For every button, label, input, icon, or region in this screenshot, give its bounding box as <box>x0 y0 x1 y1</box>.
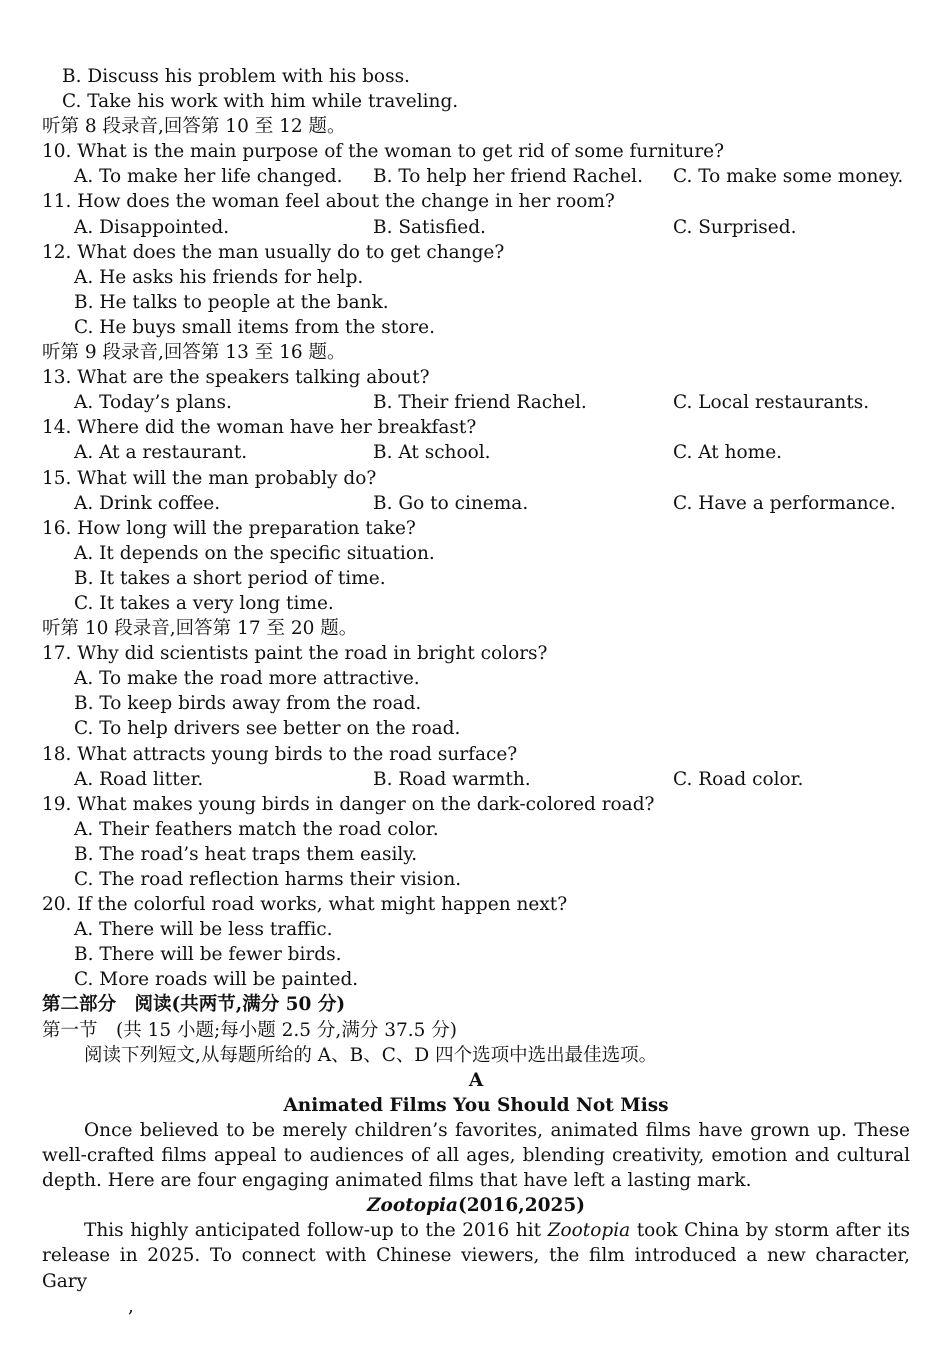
q15-option-a: A. Drink coffee. <box>74 492 221 514</box>
q11-options <box>42 215 910 240</box>
q20-stem: 20. If the colorful road works, what might happen next? <box>42 894 568 916</box>
q16-option-b: B. It takes a short period of time. <box>74 567 386 589</box>
q16-stem: 16. How long will the preparation take? <box>42 517 416 539</box>
q18-option-b: B. Road warmth. <box>373 768 531 790</box>
q15-option-c: C. Have a performance. <box>673 492 896 514</box>
q11-option-c: C. Surprised. <box>673 216 797 238</box>
film1-text-part1: This highly anticipated follow-up to the 2016 hit <box>84 1220 548 1242</box>
q16-option-a: A. It depends on the specific situation. <box>74 542 435 564</box>
q10-option-a: A. To make her life changed. <box>74 166 343 188</box>
q14-options <box>42 440 910 465</box>
q14-stem: 14. Where did the woman have her breakfast? <box>42 417 477 439</box>
q19-stem: 19. What makes young birds in danger on the dark-colored road? <box>42 793 655 815</box>
q19-option-c: C. The road reflection harms their vision. <box>74 869 462 890</box>
q10-option-b: B. To help her friend Rachel. <box>373 166 643 188</box>
q20-option-c: C. More roads will be painted. <box>74 969 359 991</box>
q20-option-a: A. There will be less traffic. <box>74 919 333 941</box>
q15-stem: 15. What will the man probably do? <box>42 467 377 489</box>
section-one-heading: 第一节 (共 15 小题;每小题 2.5 分,满分 37.5 分) <box>42 1019 457 1041</box>
passage-letter: A <box>468 1069 484 1091</box>
q10-option-c: C. To make some money. <box>673 166 904 188</box>
q18-options <box>42 767 910 792</box>
q17-option-c: C. To help drivers see better on the road. <box>74 718 461 740</box>
q11-stem: 11. How does the woman feel about the change in her room? <box>42 191 615 213</box>
film1-text-italic: Zootopia <box>547 1220 631 1242</box>
film1-paragraph <box>42 1218 910 1293</box>
q12-option-a: A. He asks his friends for help. <box>74 266 364 288</box>
passage-title: Animated Films You Should Not Miss <box>283 1094 669 1116</box>
q13-option-c: C. Local restaurants. <box>673 392 870 414</box>
q17-stem: 17. Why did scientists paint the road in bright colors? <box>42 643 548 665</box>
q18-stem: 18. What attracts young birds to the road surface? <box>42 743 518 765</box>
q12-option-b: B. He talks to people at the bank. <box>74 291 389 313</box>
q15-option-b: B. Go to cinema. <box>373 492 529 514</box>
q11-option-b: B. Satisfied. <box>373 216 486 238</box>
film1-heading <box>42 1193 910 1218</box>
q15-options <box>42 491 910 516</box>
q17-option-b: B. To keep birds away from the road. <box>74 693 422 715</box>
section-heading-10: 听第 10 段录音,回答第 17 至 20 题。 <box>42 618 358 640</box>
q20-option-b: B. There will be fewer birds. <box>74 944 342 966</box>
q18-option-a: A. Road litter. <box>74 768 204 790</box>
passage-intro: Once believed to be merely children’s favorites, animated films have grown up. These well-crafted films appeal to audiences of all ages, blending creativity, emotion and cultural depth. Here are four engaging animated films that have left a lasting mark. <box>42 1119 910 1192</box>
q16-option-c: C. It takes a very long time. <box>74 592 334 614</box>
section-heading-8: 听第 8 段录音,回答第 10 至 12 题。 <box>42 116 346 138</box>
film1-text-part2: took China by storm after its release in 2025. To connect with Chinese viewers, the film introduced a new character, Gary <box>42 1220 910 1292</box>
q10-options <box>42 164 910 189</box>
film1-title: Zootopia <box>367 1195 459 1217</box>
part-two-title: 第二部分 阅读(共两节,满分 50 分) <box>42 994 346 1016</box>
q12-stem: 12. What does the man usually do to get change? <box>42 241 505 263</box>
q13-stem: 13. What are the speakers talking about? <box>42 367 430 389</box>
film1-text-part3: , <box>128 1295 134 1317</box>
q9-option-c: C. Take his work with him while traveling. <box>62 91 459 113</box>
q13-option-b: B. Their friend Rachel. <box>373 392 587 414</box>
q14-option-c: C. At home. <box>673 442 783 464</box>
q9-option-b: B. Discuss his problem with his boss. <box>62 66 410 87</box>
exam-page <box>42 64 910 1319</box>
q14-option-b: B. At school. <box>373 442 491 464</box>
q10-stem: 10. What is the main purpose of the woman to get rid of some furniture? <box>42 141 725 163</box>
q18-option-c: C. Road color. <box>673 768 804 790</box>
q13-options <box>42 390 910 415</box>
q11-option-a: A. Disappointed. <box>74 216 230 238</box>
q19-option-b: B. The road’s heat traps them easily. <box>74 843 418 865</box>
reading-instruction: 阅读下列短文,从每题所给的 A、B、C、D 四个选项中选出最佳选项。 <box>84 1044 658 1066</box>
section-heading-9: 听第 9 段录音,回答第 13 至 16 题。 <box>42 342 346 364</box>
q13-option-a: A. Today’s plans. <box>74 392 232 414</box>
q19-option-a: A. Their feathers match the road color. <box>74 818 439 840</box>
q14-option-a: A. At a restaurant. <box>74 442 248 464</box>
q17-option-a: A. To make the road more attractive. <box>74 668 420 690</box>
film1-years: (2016,2025) <box>458 1195 585 1217</box>
q12-option-c: C. He buys small items from the store. <box>74 316 435 338</box>
